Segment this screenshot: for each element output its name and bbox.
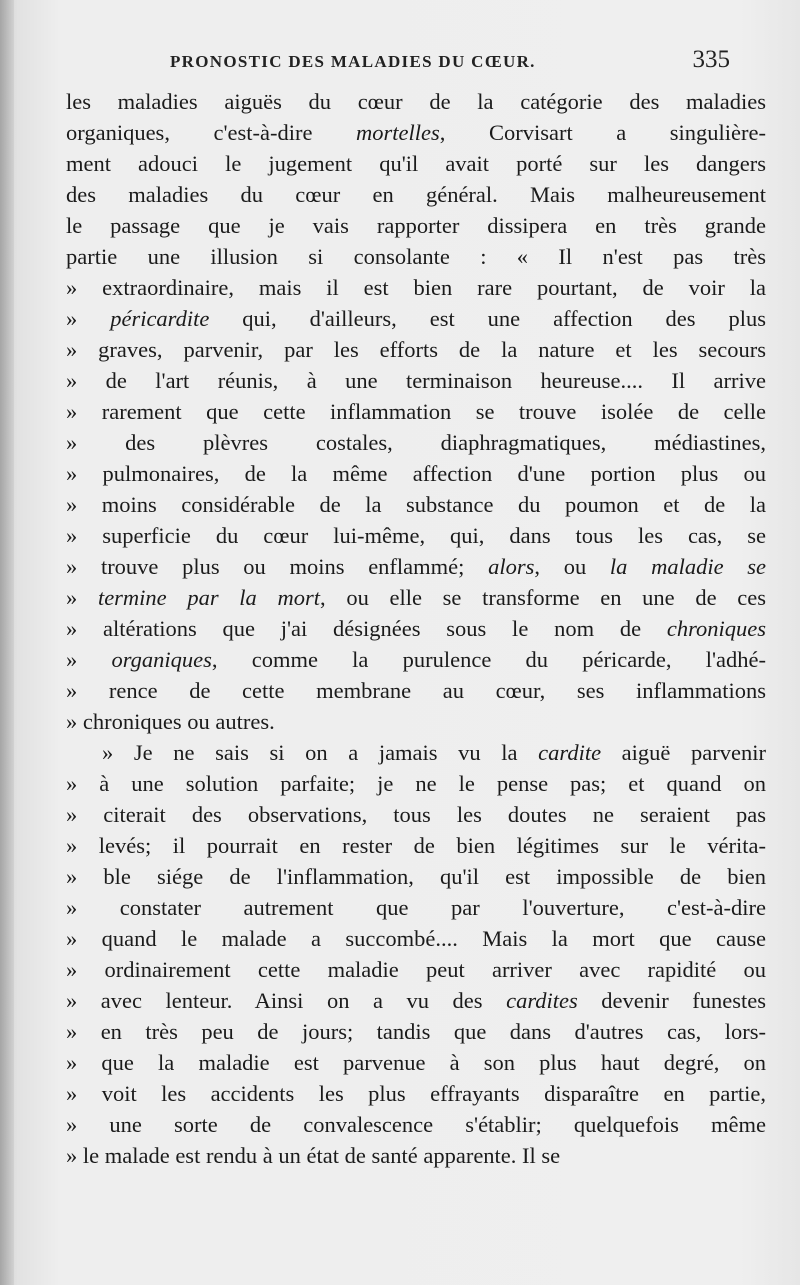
text-line [66, 334, 766, 365]
page-gutter-shadow [0, 0, 14, 1285]
text-segment: » rence de cette membrane au cœur, ses inflammations [66, 678, 766, 703]
text-segment: » constater autrement que par l'ouverture, c'est-à-dire [66, 895, 766, 920]
text-segment: » quand le malade a succombé.... Mais la mort que cause [66, 926, 766, 951]
text-line [66, 489, 766, 520]
text-segment: partie une illusion si consolante : « Il n'est pas très [66, 244, 766, 269]
text-line [66, 768, 766, 799]
text-segment: » chroniques ou autres. [66, 709, 275, 734]
running-title: PRONOSTIC DES MALADIES DU CŒUR. [170, 52, 536, 71]
text-line [66, 1140, 766, 1171]
italic-segment: organiques [111, 647, 212, 672]
text-segment: » de l'art réunis, à une terminaison heureuse.... Il arrive [66, 368, 766, 393]
italic-segment: alors [488, 554, 535, 579]
text-segment: le passage que je vais rapporter dissipera en très grande [66, 213, 766, 238]
text-line [66, 675, 766, 706]
text-segment: » à une solution parfaite; je ne le pense pas; et quand on [66, 771, 766, 796]
italic-segment: cardite [538, 740, 602, 765]
text-segment: , ou [534, 554, 610, 579]
text-segment: , ou elle se transforme en une de ces [320, 585, 766, 610]
text-segment: qui, d'ailleurs, est une affection des plus [209, 306, 766, 331]
italic-segment: chroniques [666, 616, 766, 641]
text-line [66, 985, 766, 1016]
text-segment: , Corvisart a singulière- [439, 120, 766, 145]
text-segment: les maladies aiguës du cœur de la catégorie des maladies [66, 89, 766, 114]
page-number: 335 [692, 46, 730, 73]
text-segment: ment adouci le jugement qu'il avait porté sur les dangers [66, 151, 766, 176]
body-text [66, 86, 766, 1171]
text-segment: aiguë parvenir [601, 740, 766, 765]
text-line [66, 954, 766, 985]
text-segment: » en très peu de jours; tandis que dans d'autres cas, lors- [66, 1019, 766, 1044]
text-line [66, 644, 766, 675]
text-segment: » [66, 306, 111, 331]
text-line [66, 1109, 766, 1140]
text-line [66, 86, 766, 117]
text-segment: » [66, 585, 98, 610]
text-line [66, 861, 766, 892]
text-line [66, 892, 766, 923]
text-line [66, 303, 766, 334]
text-segment: organiques, c'est-à-dire [66, 120, 357, 145]
text-segment: » ble siége de l'inflammation, qu'il est impossible de bien [66, 864, 766, 889]
text-line [66, 179, 766, 210]
text-line [66, 613, 766, 644]
text-line [66, 923, 766, 954]
text-line [66, 365, 766, 396]
text-segment: » extraordinaire, mais il est bien rare pourtant, de voir la [66, 275, 766, 300]
text-segment: » altérations que j'ai désignées sous le nom de [66, 616, 667, 641]
text-segment: , comme la purulence du péricarde, l'adhé- [211, 647, 767, 672]
text-line [66, 427, 766, 458]
text-line [66, 241, 766, 272]
page-header [170, 46, 730, 76]
text-line [66, 582, 766, 613]
text-line [66, 1047, 766, 1078]
text-segment: » trouve plus ou moins enflammé; [66, 554, 489, 579]
text-line [66, 458, 766, 489]
text-segment: » voit les accidents les plus effrayants disparaître en partie, [66, 1081, 766, 1106]
text-segment: » des plèvres costales, diaphragmatiques, médiastines, [66, 430, 766, 455]
text-line [66, 706, 766, 737]
text-segment: » avec lenteur. Ainsi on a vu des [66, 988, 507, 1013]
text-line [66, 1078, 766, 1109]
text-segment: » rarement que cette inflammation se trouve isolée de celle [66, 399, 766, 424]
text-line [66, 799, 766, 830]
text-line [66, 117, 766, 148]
italic-segment: la maladie se [609, 554, 767, 579]
text-line [66, 737, 766, 768]
text-line [66, 520, 766, 551]
italic-segment: cardites [506, 988, 578, 1013]
text-line [66, 272, 766, 303]
text-segment: » citerait des observations, tous les doutes ne seraient pas [66, 802, 766, 827]
text-segment: devenir funestes [577, 988, 766, 1013]
text-line [66, 551, 766, 582]
text-line [66, 148, 766, 179]
italic-segment: péricardite [110, 306, 210, 331]
text-line [66, 830, 766, 861]
text-segment: » graves, parvenir, par les efforts de la nature et les secours [66, 337, 766, 362]
text-line [66, 396, 766, 427]
text-segment: » pulmonaires, de la même affection d'une portion plus ou [66, 461, 766, 486]
text-segment: » [66, 647, 112, 672]
text-segment: » Je ne sais si on a jamais vu la [102, 740, 539, 765]
text-segment: » le malade est rendu à un état de santé apparente. Il se [66, 1143, 561, 1168]
italic-segment: mortelles [356, 120, 440, 145]
text-segment: » superficie du cœur lui-même, qui, dans tous les cas, se [66, 523, 766, 548]
text-segment: » moins considérable de la substance du poumon et de la [66, 492, 766, 517]
text-segment: » levés; il pourrait en rester de bien légitimes sur le vérita- [66, 833, 766, 858]
text-segment: des maladies du cœur en général. Mais malheureusement [66, 182, 766, 207]
text-line [66, 210, 766, 241]
text-line [66, 1016, 766, 1047]
italic-segment: termine par la mort [97, 585, 320, 610]
text-segment: » une sorte de convalescence s'établir; quelquefois même [66, 1112, 766, 1137]
text-segment: » ordinairement cette maladie peut arriver avec rapidité ou [66, 957, 766, 982]
text-segment: » que la maladie est parvenue à son plus haut degré, on [66, 1050, 766, 1075]
